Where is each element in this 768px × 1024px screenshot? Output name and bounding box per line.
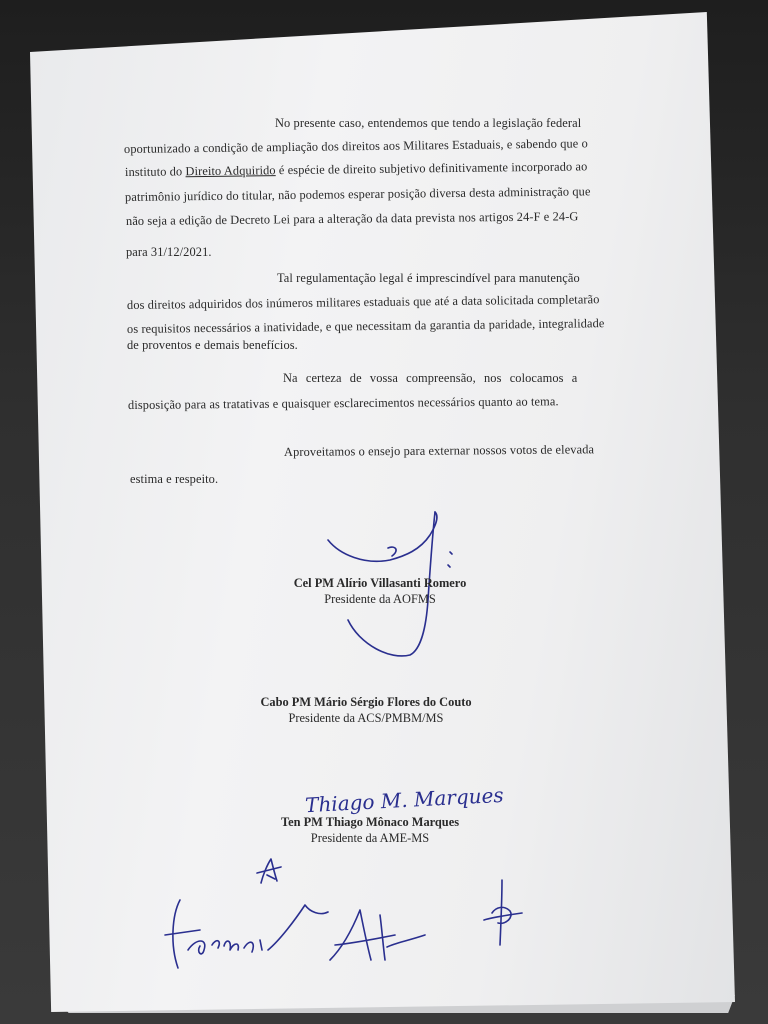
signatory-1-name: Cel PM Alírio Villasanti Romero (293, 576, 467, 590)
p1-line4: patrimônio jurídico do titular, não podemos esperar posição diversa desta administração que (124, 184, 591, 204)
rubric-top-small (255, 855, 285, 890)
signatory-2-name: Cabo PM Mário Sérgio Flores do Couto (260, 695, 472, 709)
p1-line3-start: instituto do (124, 164, 186, 179)
p2-line2: dos direitos adquiridos dos inúmeros militares estaduais que até a data solicitada completarão (126, 292, 600, 312)
p4-line2: estima e respeito. (130, 472, 219, 486)
p1-line3-end: é espécie de direito subjetivo definitivamente incorporado ao (275, 159, 588, 178)
signatory-2-role: Presidente da ACS/PMBM/MS (288, 711, 444, 725)
p2-line4: de proventos e demais benefícios. (127, 338, 298, 352)
p1-line1: No presente caso, entendemos que tendo a legislação federal (275, 116, 582, 130)
p1-line5: não seja a edição de Decreto Lei para a alteração da data prevista nos artigos 24-F e 24-G (125, 209, 579, 228)
p4-line1: Aproveitamos o ensejo para externar nossos votos de elevada (283, 442, 595, 459)
signatory-1-role: Presidente da AOFMS (324, 592, 436, 606)
p1-line6: para 31/12/2021. (126, 245, 212, 259)
rubric-right (480, 875, 525, 950)
p3-line1: Na certeza de vossa compreensão, nos colocamos a (283, 371, 578, 385)
signatory-3-name: Ten PM Thiago Mônaco Marques (280, 815, 460, 829)
signatory-3-role: Presidente da AME-MS (310, 831, 430, 845)
direito-adquirido-term: Direito Adquirido (185, 163, 276, 179)
p1-line2: oportunizado a condição de ampliação dos direitos aos Militares Estaduais, e sabendo que o (123, 136, 588, 156)
rubric-ferreira (160, 890, 335, 980)
p2-line1: Tal regulamentação legal é imprescindível para manutenção (277, 271, 580, 285)
rubric-middle (325, 905, 430, 965)
p2-line3: os requisitos necessários a inatividade, e que necessitam da garantia da paridade, integralidade (126, 316, 605, 336)
signature-marques-handwritten: Thiago M. Marques (304, 782, 505, 818)
p3-line2: disposição para as tratativas e quaisquer esclarecimentos necessários quanto ao tema. (127, 394, 559, 412)
